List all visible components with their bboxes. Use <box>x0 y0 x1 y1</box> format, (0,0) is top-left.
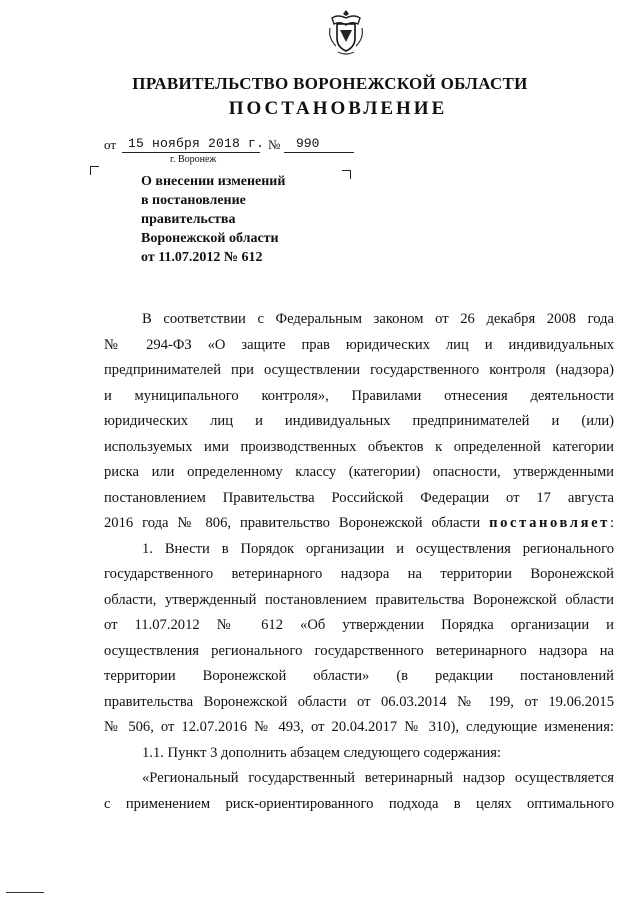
document-subject <box>141 172 341 267</box>
text-line: 1. Внести в Порядок организации и осуществления регионального <box>142 540 614 557</box>
text-line-part: : <box>609 515 614 531</box>
document-meta <box>104 133 364 155</box>
paragraph-preamble <box>104 307 614 537</box>
text-line: постановлением Правительства Российской Федерации от 17 августа <box>104 489 614 506</box>
document-date: 15 ноября 2018 г. <box>128 136 265 151</box>
text-line: и муниципального контроля», Правилами отнесения деятельности <box>104 387 614 404</box>
text-line: «Региональный государственный ветеринарный надзор осуществляется <box>142 770 614 786</box>
text-line: № 294-ФЗ «О защите прав юридических лиц и индивидуальных <box>104 336 614 353</box>
text-line: 1.1. Пункт 3 дополнить абзацем следующего содержания: <box>142 744 502 761</box>
text-line: № 506, от 12.07.2016 № 493, от 20.04.2017 № 310), следующие изменения: <box>104 719 614 735</box>
document-body <box>104 307 614 817</box>
subject-line: правительства <box>141 212 236 227</box>
text-line: юридических лиц и индивидуальных предпринимателей и (или) <box>104 413 614 429</box>
coat-of-arms-icon <box>326 8 366 56</box>
text-line: государственного ветеринарного надзора на территории Воронежской <box>104 566 614 582</box>
text-line: риска или определенному классу (категории) опасности, утвержденными <box>104 464 614 480</box>
subject-line: от 11.07.2012 № 612 <box>141 250 263 265</box>
paragraph-item-1-1 <box>104 741 614 767</box>
date-prefix: от <box>104 137 117 152</box>
subject-line: в постановление <box>141 193 246 208</box>
text-line: предпринимателей при осуществлении государственного контроля (надзора) <box>104 362 614 378</box>
text-line <box>104 511 614 537</box>
text-line: В соответствии с Федеральным законом от 26 декабря 2008 года <box>142 311 614 327</box>
text-line: территории Воронежской области» (в редакции постановлений <box>104 668 614 684</box>
decree-keyword: постановляет <box>489 515 610 531</box>
text-line: правительства Воронежской области от 06.03.2014 № 199, от 19.06.2015 <box>104 693 614 710</box>
text-line: используемых ими производственных объектов к определенной категории <box>104 438 614 455</box>
organization-title: ПРАВИТЕЛЬСТВО ВОРОНЕЖСКОЙ ОБЛАСТИ <box>132 74 528 93</box>
footer-rule <box>6 892 44 893</box>
text-line-part: 2016 года № 806, правительство Воронежской области <box>104 515 490 531</box>
document-number: 990 <box>296 136 320 151</box>
bracket-corner-left <box>90 166 99 175</box>
subject-line: Воронежской области <box>141 231 279 246</box>
text-line: от 11.07.2012 № 612 «Об утверждении Порядка организации и <box>104 617 614 633</box>
paragraph-item-1 <box>104 537 614 741</box>
document-type-title: ПОСТАНОВЛЕНИЕ <box>228 98 448 119</box>
text-line: осуществления регионального государственного ветеринарного надзора на <box>104 642 614 659</box>
number-prefix: № <box>268 137 281 152</box>
text-line: с применением риск-ориентированного подхода в целях оптимального <box>104 795 614 812</box>
subject-line: О внесении изменений <box>141 174 286 189</box>
text-line: области, утвержденный постановлением правительства Воронежской области <box>104 591 614 608</box>
number-underline <box>284 152 354 153</box>
paragraph-quote <box>104 766 614 817</box>
bracket-corner-right <box>342 170 351 179</box>
date-underline <box>122 152 260 153</box>
city-label: г. Воронеж <box>170 154 217 165</box>
